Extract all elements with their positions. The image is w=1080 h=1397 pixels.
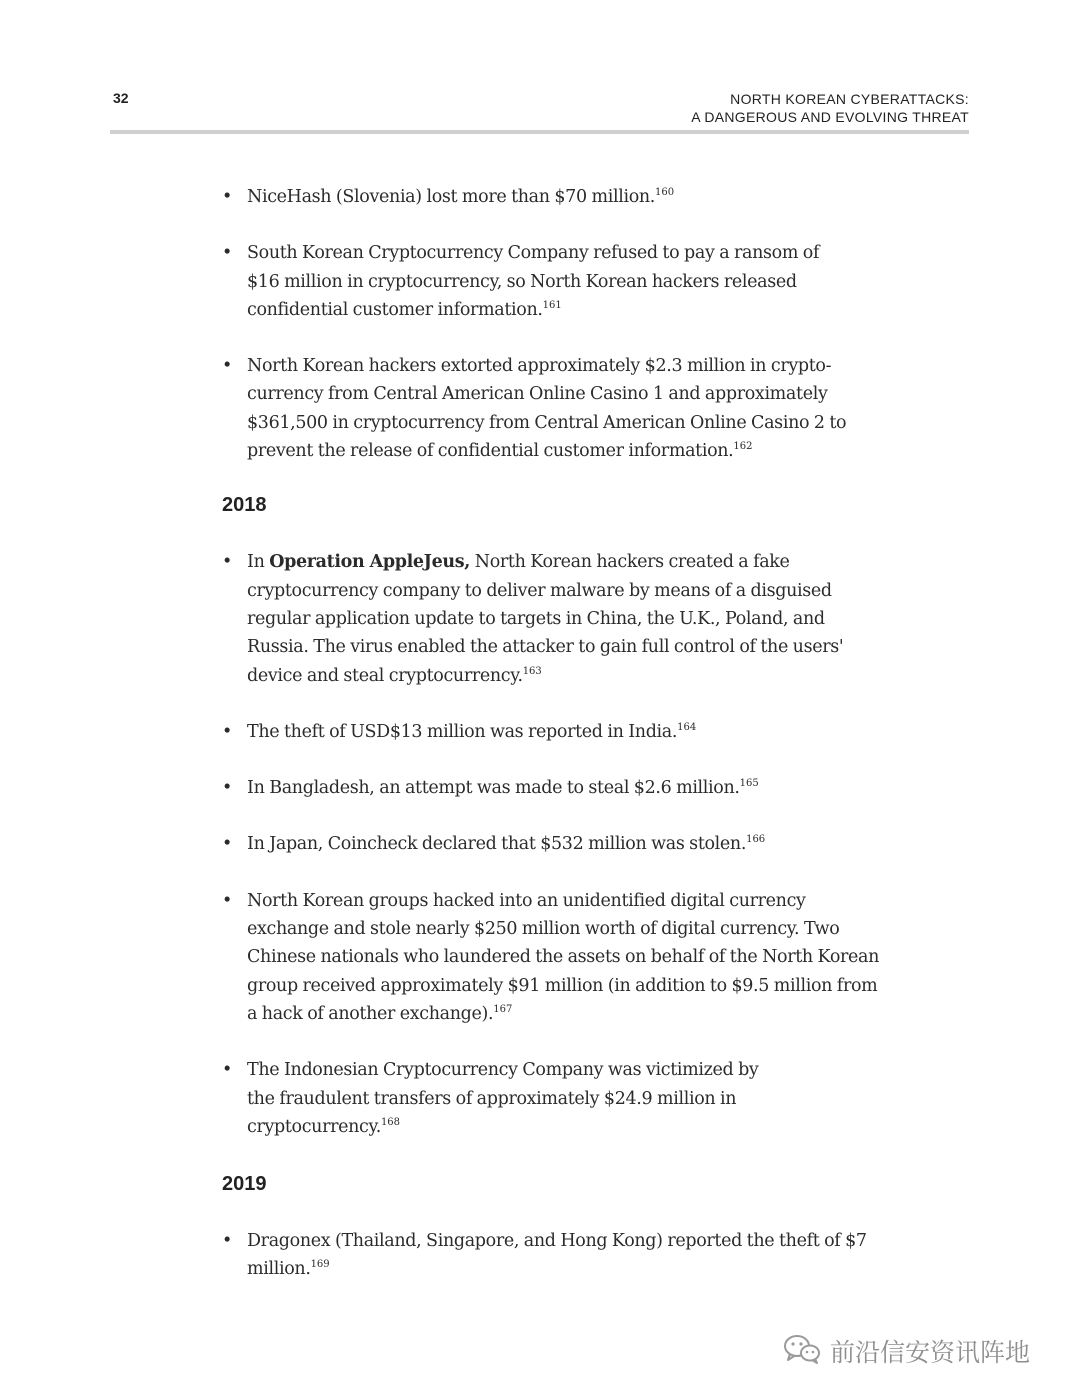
bullet-list-2019 <box>222 1227 872 1284</box>
bullet-icon: • <box>222 356 232 377</box>
item-text: North Korean groups hacked into an unidentified digital currency exchange and stole nearly $250 million worth of digital currency. Two Chinese nationals who laundered the assets on behalf of the North Korean group received approximately $91 million (in addition to $9.5 million from a hack of another exchange). <box>247 890 880 1024</box>
wechat-icon <box>782 1333 822 1369</box>
footnote-ref: 165 <box>739 778 759 790</box>
list-item <box>222 887 887 1028</box>
list-item <box>222 1227 872 1284</box>
bullet-list-2017 <box>222 183 872 465</box>
footnote-ref: 160 <box>655 187 675 198</box>
year-heading-2019: 2019 <box>222 1173 267 1196</box>
item-text: In Japan, Coincheck declared that $532 million was stolen. <box>247 834 747 855</box>
list-item <box>222 548 872 689</box>
list-item <box>222 239 842 324</box>
operation-name: Operation AppleJeus, <box>269 552 471 573</box>
list-item <box>222 352 887 465</box>
header-rule <box>110 130 969 134</box>
list-item <box>222 183 767 211</box>
bullet-icon: • <box>222 1060 232 1081</box>
item-text: The Indonesian Cryptocurrency Company was victimized by the fraudulent transfers of approximately $24.9 million in cryptocurrency. <box>247 1060 759 1137</box>
list-item <box>222 774 867 802</box>
list-item <box>222 718 847 746</box>
footnote-ref: 169 <box>310 1259 330 1271</box>
list-item <box>222 830 867 858</box>
bullet-icon: • <box>222 834 232 855</box>
footnote-ref: 164 <box>677 721 697 733</box>
item-text: Dragonex (Thailand, Singapore, and Hong Kong) reported the theft of $7 million. <box>247 1231 867 1280</box>
bullet-icon: • <box>222 890 232 911</box>
item-text: The theft of USD$13 million was reported in India. <box>247 721 678 742</box>
footnote-ref: 166 <box>746 834 766 846</box>
bullet-icon: • <box>222 1231 232 1252</box>
watermark <box>782 1333 1030 1369</box>
bullet-list-2018 <box>222 548 880 1141</box>
item-prefix: In <box>247 552 270 573</box>
bullet-icon: • <box>222 243 232 264</box>
bullet-icon: • <box>222 187 232 207</box>
item-text: South Korean Cryptocurrency Company refused to pay a ransom of $16 million in cryptocurrency, so North Korean hackers released confidential customer information. <box>247 243 820 320</box>
footnote-ref: 161 <box>542 299 562 311</box>
footnote-ref: 168 <box>380 1116 401 1128</box>
bullet-icon: • <box>222 778 232 799</box>
bullet-icon: • <box>222 721 232 742</box>
page-header <box>110 86 969 136</box>
page-number: 32 <box>113 90 129 106</box>
year-heading-2018: 2018 <box>222 494 267 517</box>
bullet-icon: • <box>222 552 232 573</box>
item-text: NiceHash (Slovenia) lost more than $70 million. <box>247 187 656 207</box>
running-title-line-1: NORTH KOREAN CYBERATTACKS: <box>730 91 969 107</box>
footnote-ref: 162 <box>733 441 753 453</box>
running-title <box>691 90 969 126</box>
list-item <box>222 1056 787 1141</box>
item-text: North Korean hackers extorted approximately $2.3 million in crypto-currency from Central American Online Casino 1 and approximately $361,500 in cryptocurrency from Central American Online Casino 2 to prevent the release of confidential customer information. <box>247 356 847 462</box>
item-text: North Korean hackers created a fake cryptocurrency company to deliver malware by means of a disguised regular application update to targets in China, the U.K., Poland, and Russia. The virus enabled the attacker to gain full control of the users' device and steal cryptocurrency. <box>247 552 844 686</box>
watermark-text: 前沿信安资讯阵地 <box>830 1338 1031 1367</box>
item-text: In Bangladesh, an attempt was made to steal $2.6 million. <box>247 778 740 799</box>
footnote-ref: 167 <box>493 1003 513 1015</box>
page-content <box>222 183 880 1284</box>
running-title-line-2: A DANGEROUS AND EVOLVING THREAT <box>691 109 969 125</box>
footnote-ref: 163 <box>522 665 542 677</box>
